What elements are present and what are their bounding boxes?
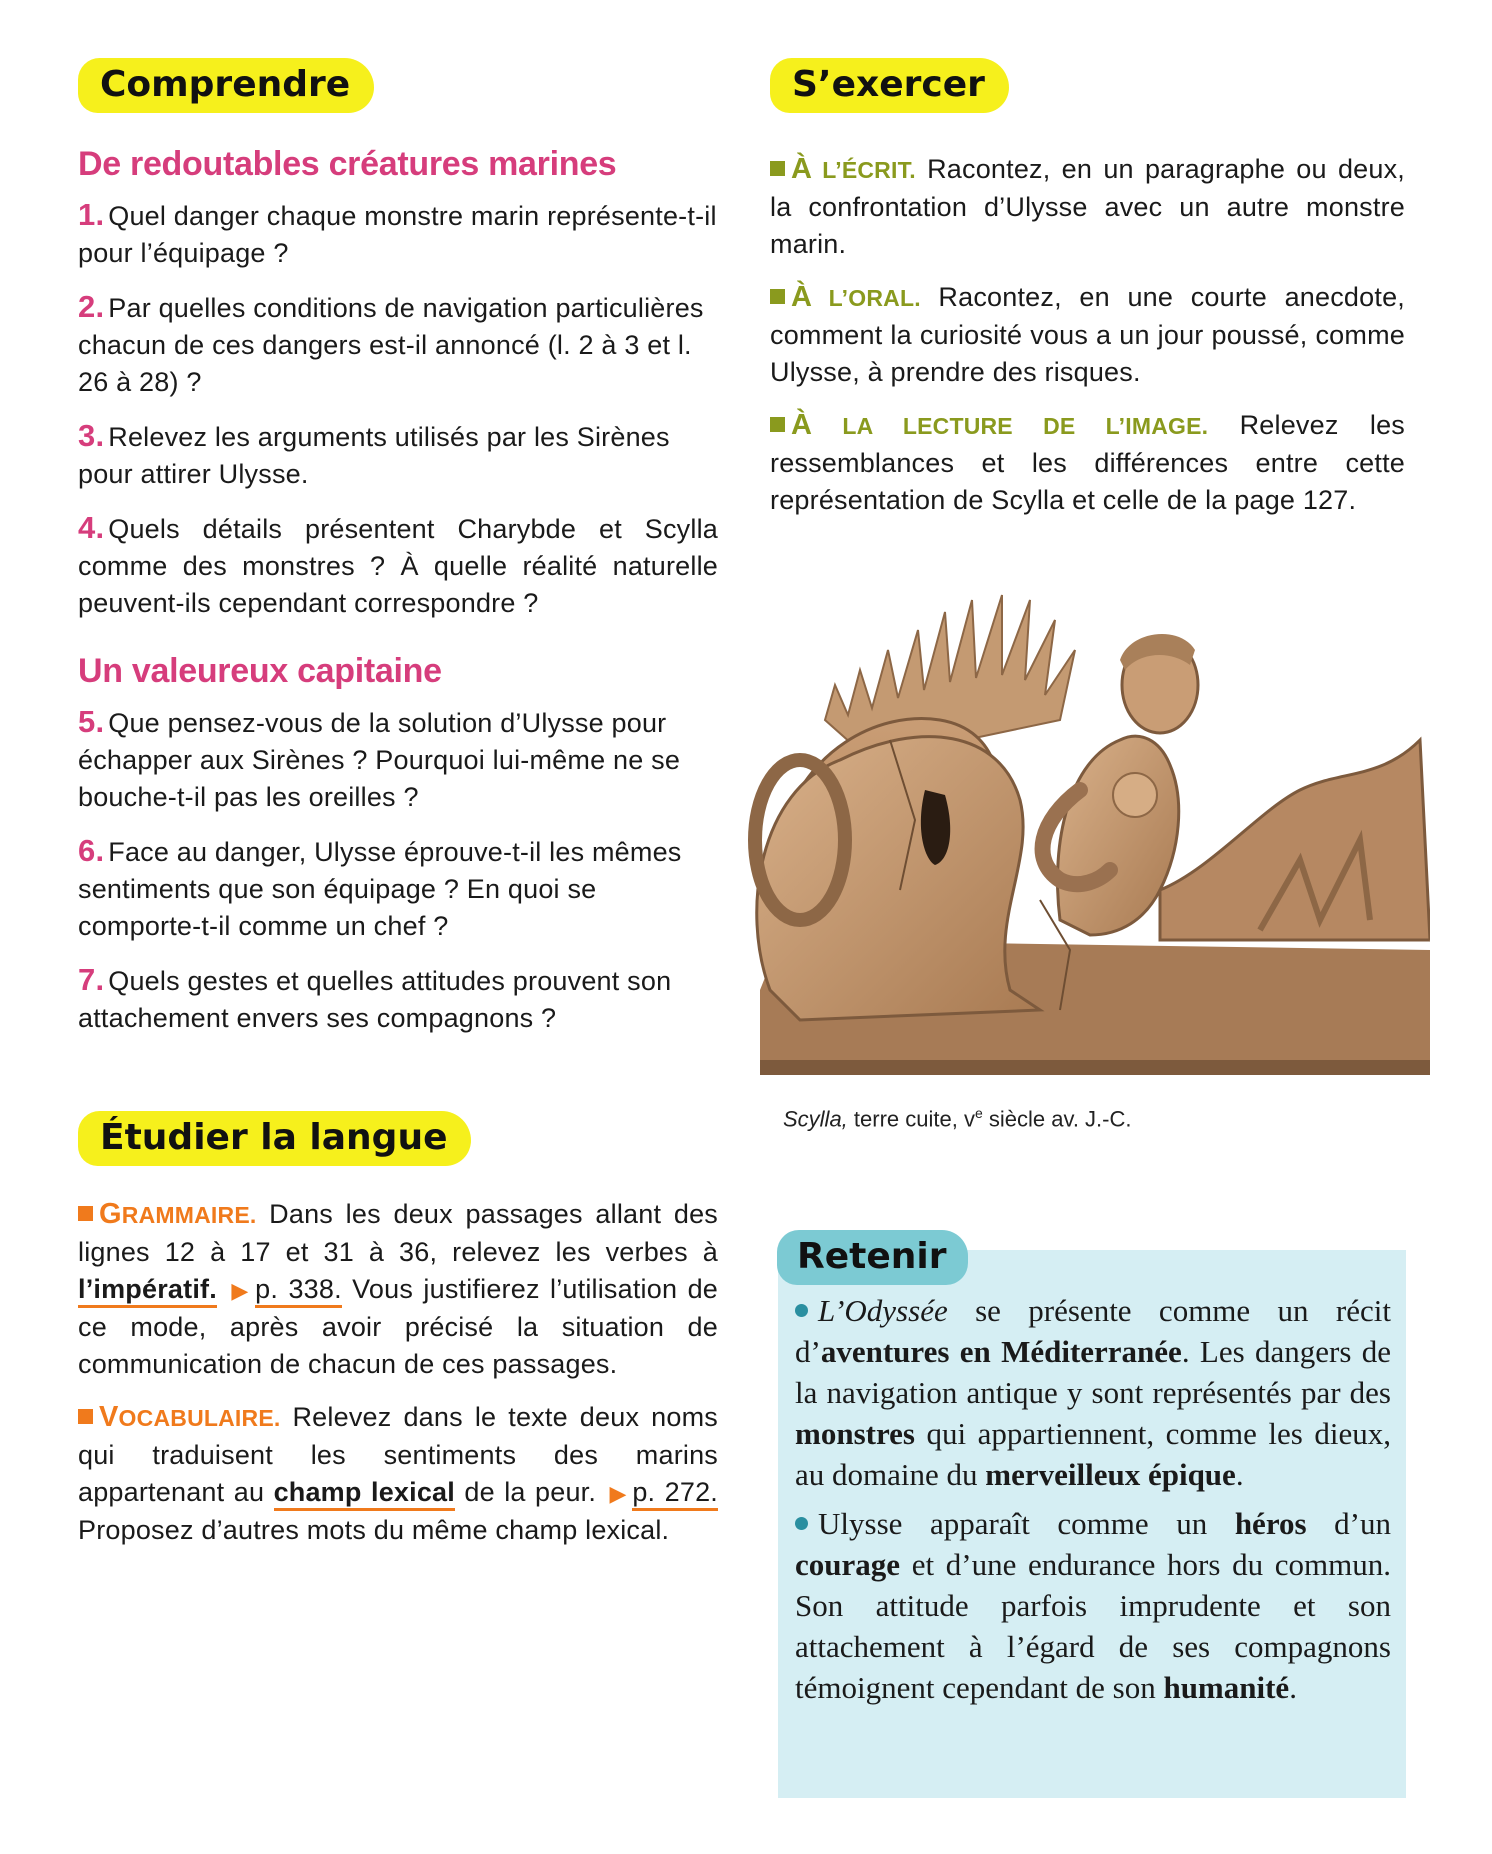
retenir-tag: Retenir — [777, 1230, 968, 1285]
right-column — [770, 58, 1405, 535]
question-4 — [78, 509, 718, 622]
green-square-icon — [770, 161, 785, 176]
question-1 — [78, 196, 718, 272]
oral-label: À L’ORAL. — [791, 281, 921, 313]
exercise-image: À LA LECTURE DE L’IMAGE. Relevez les ressemblances et les différences entre cette représentation de Scylla et celle de la page 127. — [770, 409, 1405, 515]
question-number: 3. — [78, 418, 105, 453]
retenir-text — [795, 1290, 1391, 1716]
etudier-langue-tag: Étudier la langue — [78, 1111, 471, 1166]
question-6 — [78, 832, 718, 945]
scylla-terracotta-image — [740, 590, 1430, 1080]
arrow-right-icon: ▶ — [609, 1481, 629, 1506]
question-5 — [78, 703, 718, 816]
question-number: 4. — [78, 510, 105, 545]
question-7 — [78, 961, 718, 1037]
image-label: À LA LECTURE DE L’IMAGE. — [791, 409, 1209, 441]
question-3 — [78, 417, 718, 493]
green-square-icon — [770, 289, 785, 304]
left-column — [78, 58, 718, 1565]
orange-square-icon — [78, 1206, 93, 1221]
grammaire-exercise: GRAMMAIRE. Dans les deux passages allant des lignes 12 à 17 et 31 à 36, relevez les verbes à l’impératif. ▶ p. 338. Vous justifierez l’utilisation de ce mode, après avoir précisé la situation de communication de chacun de ces passages. — [78, 1198, 718, 1379]
question-text: Quel danger chaque monstre marin représente-t-il pour l’équipage ? — [78, 201, 717, 268]
page-ref-272[interactable]: p. 272. — [632, 1477, 718, 1511]
question-text: Quels gestes et quelles attitudes prouvent son attachement envers ses compagnons ? — [78, 966, 672, 1033]
bullet-icon — [795, 1304, 808, 1317]
question-text: Quels détails présentent Charybde et Scylla comme des monstres ? À quelle réalité naturelle peuvent-ils cependant correspondre ? — [78, 514, 718, 618]
grammaire-label: GRAMMAIRE. — [99, 1198, 257, 1230]
imperatif-link[interactable]: l’impératif. — [78, 1274, 217, 1308]
bullet-icon — [795, 1517, 808, 1530]
question-text: Que pensez-vous de la solution d’Ulysse pour échapper aux Sirènes ? Pourquoi lui-même ne se bouche-t-il pas les oreilles ? — [78, 708, 681, 812]
question-text: Par quelles conditions de navigation particulières chacun de ces dangers est-il annoncé (l. 2 à 3 et l. 26 à 28) ? — [78, 293, 704, 397]
ecrit-label: À L’ÉCRIT. — [791, 153, 916, 185]
section-title-capitaine: Un valeureux capitaine — [78, 652, 442, 690]
vocabulaire-exercise: VOCABULAIRE. Relevez dans le texte deux noms qui traduisent les sentiments des marins appartenant au champ lexical de la peur. ▶ p. 272. Proposez d’autres mots du même champ lexical. — [78, 1401, 718, 1545]
champ-lexical-link[interactable]: champ lexical — [274, 1477, 455, 1511]
exercise-ecrit: À L’ÉCRIT. Racontez, en un paragraphe ou deux, la confrontation d’Ulysse avec un autre monstre marin. — [770, 153, 1405, 259]
retenir-paragraph-2: Ulysse apparaît comme un héros d’un courage et d’une endurance hors du commun. Son attitude parfois imprudente et son attachement à l’égard de ses compagnons témoignent cependant de son humanité. — [795, 1506, 1391, 1705]
comprendre-tag: Comprendre — [78, 58, 374, 113]
question-text: Face au danger, Ulysse éprouve-t-il les mêmes sentiments que son équipage ? En quoi se comporte-t-il comme un chef ? — [78, 837, 682, 941]
question-number: 6. — [78, 833, 105, 868]
exercise-oral: À L’ORAL. Racontez, en une courte anecdote, comment la curiosité vous a un jour poussé, comme Ulysse, à prendre des risques. — [770, 281, 1405, 387]
question-number: 7. — [78, 962, 105, 997]
question-number: 5. — [78, 704, 105, 739]
question-2 — [78, 288, 718, 401]
green-square-icon — [770, 417, 785, 432]
sexercer-tag: S’exercer — [770, 58, 1009, 113]
retenir-paragraph-1: L’Odyssée se présente comme un récit d’aventures en Méditerranée. Les dangers de la navigation antique y sont représentés par des monstres qui appartiennent, comme les dieux, au domaine du merveilleux épique. — [795, 1293, 1391, 1492]
question-text: Relevez les arguments utilisés par les Sirènes pour attirer Ulysse. — [78, 422, 670, 489]
vocabulaire-label: VOCABULAIRE. — [99, 1401, 281, 1433]
question-number: 2. — [78, 289, 105, 324]
orange-square-icon — [78, 1409, 93, 1424]
figure-caption: Scylla, terre cuite, $v^e$ siècle av. J.-C. — [783, 1105, 1132, 1132]
page-ref-338[interactable]: p. 338. — [255, 1274, 342, 1308]
arrow-right-icon: ▶ — [231, 1278, 252, 1303]
question-number: 1. — [78, 197, 105, 232]
section-title-creatures: De redoutables créatures marines — [78, 145, 617, 183]
